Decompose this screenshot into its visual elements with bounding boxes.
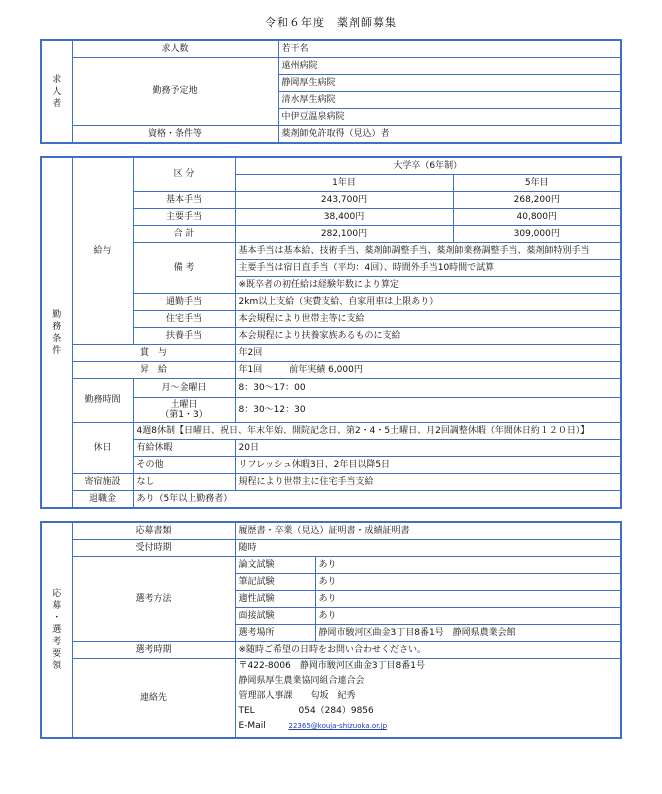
basic-allowance-year1: 243,700円: [235, 192, 453, 209]
workplace-label: 勤務予定地: [72, 58, 278, 126]
main-allowance-year1: 38,400円: [235, 209, 453, 226]
hours-label: 勤務時間: [72, 379, 133, 423]
period-value: 随時: [235, 540, 621, 557]
basic-allowance-label: 基本手当: [133, 192, 235, 209]
retirement-label: 退職金: [72, 491, 133, 509]
written-exam-value: あり: [315, 574, 621, 591]
contact-block: [235, 659, 621, 739]
housing-allowance-label: 住宅手当: [133, 311, 235, 328]
recruiter-section-label: 求 人 者: [41, 40, 72, 143]
raise-label: 昇 給: [72, 362, 235, 379]
email-link[interactable]: 22365@kouja-shizuoka.or.jp: [288, 722, 388, 730]
written-exam-label: 筆記試験: [235, 574, 315, 591]
remarks-line: ※既卒者の初任給は経験年数により算定: [235, 277, 621, 294]
weekday-label: 月～金曜日: [133, 379, 235, 398]
saturday-label-line1: 土曜日: [170, 399, 198, 410]
family-allowance-label: 扶養手当: [133, 328, 235, 345]
essay-exam-value: あり: [315, 557, 621, 574]
contact-dept: 管理部人事課 匂坂 紀秀: [238, 691, 356, 701]
housing-allowance-value: 本会規程により世帯主等に支給: [235, 311, 621, 328]
email-label: E-Mail: [238, 721, 266, 731]
paid-leave-label: 有給休暇: [133, 440, 235, 457]
docs-value: 履歴書・卒業（見込）証明書・成績証明書: [235, 522, 621, 540]
page-title: 令和６年度 薬剤師募集: [265, 16, 397, 29]
headcount-label: 求人数: [72, 40, 278, 58]
recruiter-table: [40, 39, 622, 144]
total-label: 合 計: [133, 226, 235, 243]
contact-label: 連絡先: [72, 659, 235, 739]
application-table: [40, 521, 622, 739]
workplace-item: 中伊豆温泉病院: [278, 109, 621, 126]
workplace-item: 清水厚生病院: [278, 92, 621, 109]
total-year5: 309,000円: [453, 226, 621, 243]
salary-label: 給与: [72, 157, 133, 345]
conditions-section-label: 勤 務 条 件: [41, 157, 72, 508]
saturday-label-line2: （第1・3）: [160, 410, 208, 420]
venue-label: 選考場所: [235, 625, 315, 642]
main-allowance-year5: 40,800円: [453, 209, 621, 226]
year1-header: 1年目: [235, 175, 453, 192]
aptitude-exam-label: 適性試験: [235, 591, 315, 608]
commute-allowance-label: 通勤手当: [133, 294, 235, 311]
dormitory-label: 寄宿施設: [72, 474, 133, 491]
graduate-header: 大学卒（6年制）: [235, 157, 621, 175]
other-leave-label: その他: [133, 457, 235, 474]
qualification-label: 資格・条件等: [72, 126, 278, 144]
period-label: 受付時期: [72, 540, 235, 557]
kubun-header: 区 分: [133, 157, 235, 192]
contact-postal: 〒422-8006 静岡市駿河区曲金3丁目8番1号: [238, 661, 426, 671]
application-section-label: 応 募 ・ 選 考 要 領: [41, 522, 72, 738]
timing-label: 選考時期: [72, 642, 235, 659]
remarks-line: 基本手当は基本給、技術手当、薬剤師調整手当、薬剤師業務調整手当、薬剤師特別手当: [235, 243, 621, 260]
raise-value: 年1回 前年実績 6,000円: [235, 362, 621, 379]
dormitory-value: なし: [133, 474, 235, 491]
bonus-label: 賞 与: [72, 345, 235, 362]
dormitory-note: 規程により世帯主に住宅手当支給: [235, 474, 621, 491]
remarks-label: 備 考: [133, 243, 235, 294]
weekday-hours: 8：30～17：00: [235, 379, 621, 398]
other-leave-value: リフレッシュ休暇3日、2年目以降5日: [235, 457, 621, 474]
saturday-label: [133, 398, 235, 423]
docs-label: 応募書類: [72, 522, 235, 540]
interview-label: 面接試験: [235, 608, 315, 625]
commute-allowance-value: 2km以上支給（実費支給、自家用車は上限あり）: [235, 294, 621, 311]
total-year1: 282,100円: [235, 226, 453, 243]
contact-org: 静岡県厚生農業協同組合連合会: [238, 676, 365, 686]
family-allowance-value: 本会規程により扶養家族あるものに支給: [235, 328, 621, 345]
workplace-item: 静岡厚生病院: [278, 75, 621, 92]
conditions-table: [40, 156, 622, 509]
basic-allowance-year5: 268,200円: [453, 192, 621, 209]
essay-exam-label: 論文試験: [235, 557, 315, 574]
holiday-label: 休日: [72, 423, 133, 474]
holiday-main: 4週8休制【日曜日、祝日、年末年始、開院記念日、第2・4・5土曜日、月2回調整休暇（年間休日約１２０日）】: [133, 423, 621, 440]
venue-value: 静岡市駿河区曲金3丁目8番1号 静岡県農業会館: [315, 625, 621, 642]
bonus-value: 年2回: [235, 345, 621, 362]
headcount-value: 若干名: [278, 40, 621, 58]
retirement-value: あり（5年以上勤務者）: [133, 491, 621, 509]
workplace-item: 遠州病院: [278, 58, 621, 75]
method-label: 選考方法: [72, 557, 235, 642]
timing-value: ※随時ご希望の日時をお問い合わせください。: [235, 642, 621, 659]
year5-header: 5年目: [453, 175, 621, 192]
main-allowance-label: 主要手当: [133, 209, 235, 226]
saturday-hours: 8：30～12：30: [235, 398, 621, 423]
aptitude-exam-value: あり: [315, 591, 621, 608]
paid-leave-value: 20日: [235, 440, 621, 457]
remarks-line: 主要手当は宿日直手当（平均：4回）、時間外手当10時間で試算: [235, 260, 621, 277]
contact-tel-row: [239, 706, 618, 721]
tel-label: TEL: [238, 706, 255, 716]
tel-value: 054（284）9856: [298, 706, 374, 716]
qualification-value: 薬剤師免許取得（見込）者: [278, 126, 621, 144]
contact-email-row: [239, 721, 618, 736]
interview-value: あり: [315, 608, 621, 625]
